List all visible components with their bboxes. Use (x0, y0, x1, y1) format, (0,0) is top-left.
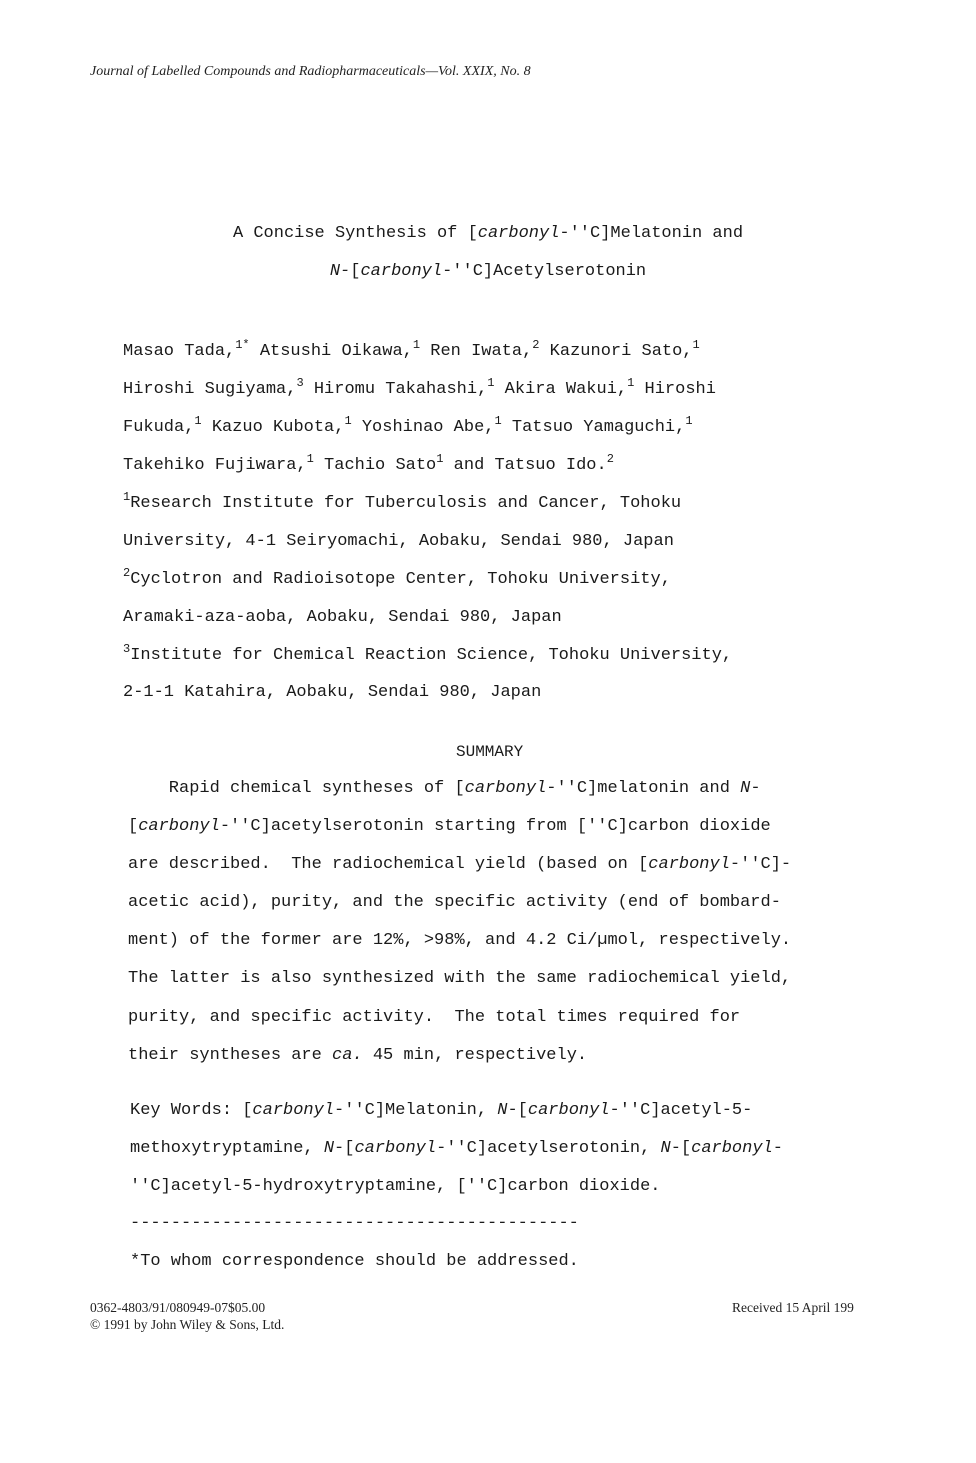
summary-line-4: acetic acid), purity, and the specific activity (end of bombard- (128, 893, 781, 912)
summary-line-2 (128, 816, 771, 838)
summary-text: -''C]melatonin and (546, 779, 741, 798)
summary-text: are described. The radiochemical yield (based on [ (128, 855, 649, 874)
summary-text: their syntheses are (128, 1046, 333, 1065)
keywords-text: -''C]Melatonin, (334, 1101, 498, 1120)
footnote-rule: -------------------------------------------- (130, 1214, 579, 1233)
author-sup: 3 (296, 376, 304, 390)
summary-italic: ca. (332, 1046, 363, 1065)
affiliation-sup: 3 (123, 642, 131, 656)
keywords-italic: carbonyl (691, 1139, 773, 1158)
keywords-italic: N (497, 1101, 508, 1120)
author: Hiromu Takahashi, (303, 380, 488, 399)
author: Kazuo Kubota, (201, 418, 345, 437)
keywords-italic: N (323, 1139, 335, 1158)
title-text: -''C]Melatonin and (559, 224, 744, 243)
author-sup: 1 (685, 414, 693, 428)
author: Tatsuo Yamaguchi, (501, 418, 686, 437)
author-sup: 1 (412, 338, 421, 352)
author: Tachio Sato (313, 456, 437, 475)
affiliation-sup: 2 (123, 566, 131, 580)
title-italic: N- (329, 262, 351, 281)
author-sup: 1 (344, 414, 352, 428)
journal-header: Journal of Labelled Compounds and Radiopharmaceuticals—Vol. XXIX, No. 8 (90, 64, 531, 79)
authors-line-4 (123, 452, 614, 477)
keywords-line-2 (130, 1138, 783, 1160)
author-sup: 2 (606, 452, 614, 466)
affiliation-2-line-1 (123, 566, 671, 591)
summary-text: 45 min, respectively. (362, 1046, 588, 1065)
summary-line-5: ment) of the former are 12%, >98%, and 4.2 Ci/µmol, respectively. (128, 931, 792, 950)
summary-heading: SUMMARY (456, 743, 524, 761)
summary-line-7: purity, and specific activity. The total times required for (128, 1008, 741, 1027)
author: and Tatsuo Ido. (443, 456, 607, 475)
keywords-text: -''C]acetylserotonin, (436, 1139, 661, 1158)
author: Masao Tada, (123, 342, 236, 361)
summary-line-8 (128, 1045, 587, 1067)
affiliation-1-line-2: University, 4-1 Seiryomachi, Aobaku, Sendai 980, Japan (123, 532, 674, 551)
footer-code: 0362-4803/91/080949-07$05.00 (90, 1300, 266, 1315)
author: Atsushi Oikawa, (249, 342, 413, 361)
author-sup: 1 (436, 452, 444, 466)
author-sup: 1 (194, 414, 202, 428)
author-sup: 1 (627, 376, 635, 390)
summary-italic: carbonyl (648, 855, 730, 874)
affiliation-text: Cyclotron and Radioisotope Center, Tohoku University, (130, 570, 671, 589)
affiliation-text: Institute for Chemical Reaction Science, Tohoku University, (130, 646, 733, 665)
summary-text: -''C]acetylserotonin starting from [''C]carbon dioxide (219, 817, 771, 836)
keywords-italic: carbonyl (354, 1139, 437, 1158)
affiliation-text: Research Institute for Tuberculosis and Cancer, Tohoku (130, 494, 682, 513)
author: Fukuda, (123, 418, 195, 437)
authors-line-1 (123, 338, 700, 363)
keywords-line-1 (130, 1100, 752, 1122)
affiliation-sup: 1 (123, 490, 131, 504)
keywords-italic: carbonyl (252, 1101, 335, 1120)
summary-text: Rapid chemical syntheses of [ (128, 779, 465, 798)
keywords-text: Key Words: [ (130, 1101, 253, 1120)
footer-copyright: © 1991 by John Wiley & Sons, Ltd. (90, 1317, 285, 1332)
title-line-2 (0, 261, 976, 283)
summary-italic: carbonyl (138, 817, 220, 836)
title-italic: carbonyl (477, 224, 560, 243)
authors-line-2 (123, 376, 716, 401)
keywords-italic: carbonyl (527, 1101, 610, 1120)
author-sup: 1 (692, 338, 700, 352)
footnote: *To whom correspondence should be addressed. (130, 1252, 579, 1271)
title-text: -''C]Acetylserotonin (442, 262, 647, 281)
author: Yoshinao Abe, (351, 418, 495, 437)
keywords-text: -[ (670, 1139, 692, 1158)
affiliation-3-line-2: 2-1-1 Katahira, Aobaku, Sendai 980, Japan (123, 683, 542, 702)
authors-line-3 (123, 414, 693, 439)
title-line-1 (0, 223, 976, 245)
affiliation-1-line-1 (123, 490, 682, 515)
author-sup: 2 (532, 338, 540, 352)
author: Kazunori Sato, (539, 342, 693, 361)
keywords-line-3: ''C]acetyl-5-hydroxytryptamine, [''C]carbon dioxide. (130, 1177, 661, 1196)
summary-text: -''C]- (729, 855, 792, 874)
author: Hiroshi (634, 380, 716, 399)
keywords-text: -''C]acetyl-5- (609, 1101, 753, 1120)
summary-text: - (750, 779, 761, 798)
author-sup: 1 (494, 414, 502, 428)
title-italic: carbonyl (360, 262, 443, 281)
author: Hiroshi Sugiyama, (123, 380, 297, 399)
keywords-text: - (772, 1139, 783, 1158)
keywords-text: -[ (507, 1101, 528, 1120)
title-text: [ (350, 262, 361, 281)
summary-line-6: The latter is also synthesized with the same radiochemical yield, (128, 969, 792, 988)
author-sup: 1 (306, 452, 314, 466)
author: Takehiko Fujiwara, (123, 456, 307, 475)
keywords-italic: N (660, 1139, 671, 1158)
author-sup: 1* (235, 338, 250, 352)
author: Ren Iwata, (420, 342, 533, 361)
summary-italic: carbonyl (464, 779, 547, 798)
summary-italic: N (740, 779, 751, 798)
affiliation-3-line-1 (123, 642, 733, 667)
author-sup: 1 (487, 376, 495, 390)
affiliation-2-line-2: Aramaki-aza-aoba, Aobaku, Sendai 980, Japan (123, 608, 562, 627)
keywords-text: methoxytryptamine, (130, 1139, 324, 1158)
keywords-text: -[ (334, 1139, 355, 1158)
summary-line-1 (128, 778, 761, 800)
author: Akira Wakui, (494, 380, 628, 399)
footer-received: Received 15 April 199 (732, 1300, 854, 1315)
summary-line-3 (128, 854, 791, 876)
summary-text: [ (128, 817, 139, 836)
title-text: A Concise Synthesis of [ (232, 224, 478, 243)
